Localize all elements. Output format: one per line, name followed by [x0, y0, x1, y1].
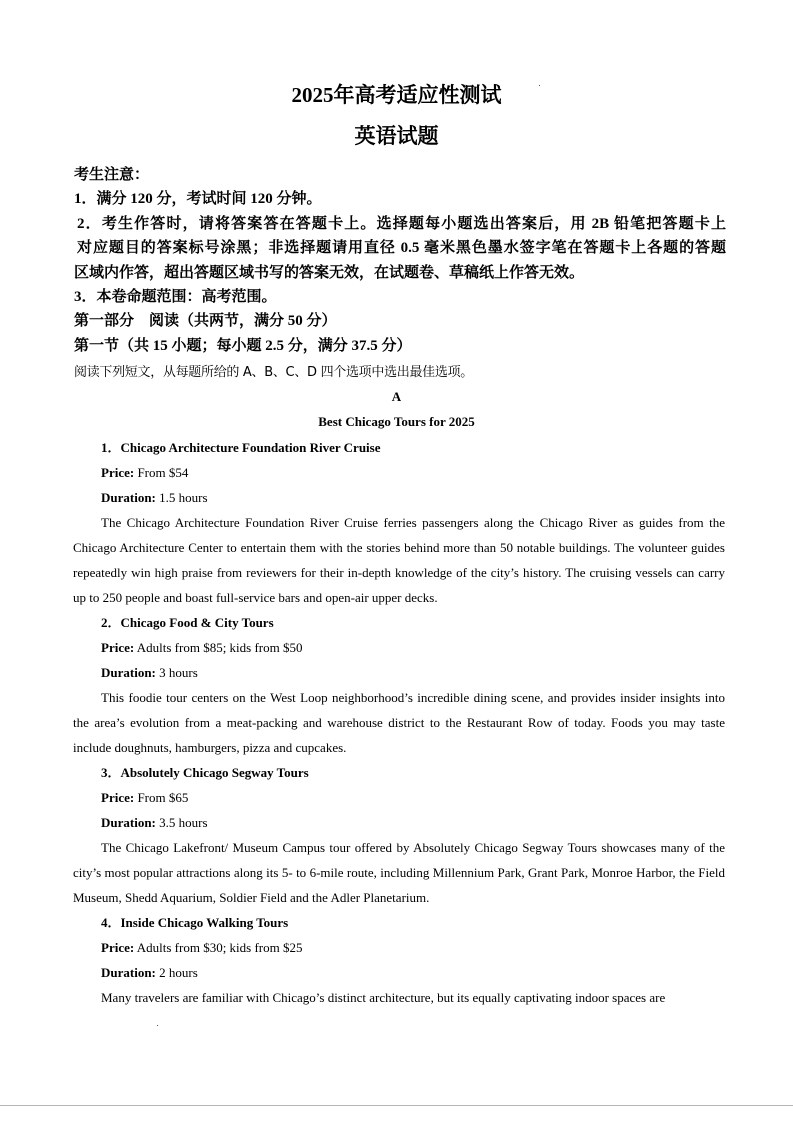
duration-label: Duration: [101, 815, 156, 830]
tour-description: The Chicago Architecture Foundation River Cruise ferries passengers along the Chicago River as guides from the Chicago Architecture Center to entertain them with the stories behind more than 50 notable buildings. The volunteer guides repeatedly win high praise from reviewers for their in-depth knowledge of the city’s history. The cruising vessels can carry up to 250 people and boast full-service bars and open-air upper decks. [73, 515, 725, 605]
tour-duration [73, 810, 725, 835]
price-label: Price: [101, 640, 135, 655]
duration-value: 3.5 hours [159, 815, 208, 830]
tour-price [73, 635, 725, 660]
passage-body [73, 435, 725, 1010]
tour-heading: 1．Chicago Architecture Foundation River Cruise [101, 440, 381, 455]
note-item-1: 1．满分 120 分，考试时间 120 分钟。 [74, 191, 322, 208]
price-value: Adults from $30; kids from $25 [136, 940, 303, 955]
duration-label: Duration: [101, 965, 156, 980]
passage-letter: A [391, 389, 402, 404]
stray-mark [157, 1025, 158, 1026]
tour-price [73, 785, 725, 810]
passage-title: Best Chicago Tours for 2025 [318, 414, 475, 429]
tour-heading: 3．Absolutely Chicago Segway Tours [101, 765, 309, 780]
tour-duration [73, 485, 725, 510]
page-bottom-rule [0, 1105, 793, 1106]
price-label: Price: [101, 940, 135, 955]
tour-description: Many travelers are familiar with Chicago’s distinct architecture, but its equally captivating indoor spaces are [101, 990, 666, 1005]
section-instruction: 阅读下列短文，从每题所给的 A、B、C、D 四个选项中选出最佳选项。 [74, 365, 473, 380]
tour-duration [73, 660, 725, 685]
part-label: 第一部分 阅读（共两节，满分 50 分） [74, 313, 337, 330]
tour-description: The Chicago Lakefront/ Museum Campus tour offered by Absolutely Chicago Segway Tours showcases many of the city’s most popular attractions along its 5- to 6-mile route, including Millennium Park, Grant Park, Monroe Harbor, the Field Museum, Shedd Aquarium, Soldier Field and the Adler Planetarium. [73, 840, 725, 905]
note-item-2-line-1: 2．考生作答时，请将答案答在答题卡上。选择题每小题选出答案后，用 2B 铅笔把答题卡上 [77, 215, 726, 232]
candidate-notes [74, 163, 726, 358]
duration-value: 3 hours [159, 665, 198, 680]
tour-heading: 4．Inside Chicago Walking Tours [101, 915, 289, 930]
notes-heading: 考生注意： [74, 167, 150, 183]
tour-price [73, 935, 725, 960]
note-item-2-line-2: 对应题目的答案标号涂黑；非选择题请用直径 0.5 毫米黑色墨水签字笔在答题卡上各题的答题 [77, 240, 726, 257]
exam-subtitle: 英语试题 [354, 124, 439, 148]
tour-duration [73, 960, 725, 985]
duration-label: Duration: [101, 490, 156, 505]
duration-label: Duration: [101, 665, 156, 680]
note-item-3: 3．本卷命题范围：高考范围。 [74, 289, 277, 306]
price-value: From $54 [137, 465, 189, 480]
price-label: Price: [101, 790, 135, 805]
duration-value: 1.5 hours [159, 490, 208, 505]
tour-description: This foodie tour centers on the West Loop neighborhood’s incredible dining scene, and provides insider insights into the area’s evolution from a meat-packing and warehouse district to the Restaurant Row of today. Foods you may taste include doughnuts, hamburgers, pizza and cupcakes. [73, 690, 725, 755]
price-value: From $65 [137, 790, 189, 805]
price-label: Price: [101, 465, 135, 480]
exam-title: 2025年高考适应性测试 [291, 83, 502, 107]
duration-value: 2 hours [159, 965, 198, 980]
section-label: 第一节（共 15 小题；每小题 2.5 分，满分 37.5 分） [74, 337, 412, 354]
tour-price [73, 460, 725, 485]
tour-heading: 2．Chicago Food & City Tours [101, 615, 274, 630]
price-value: Adults from $85; kids from $50 [136, 640, 303, 655]
note-item-2-line-3: 区域内作答，超出答题区域书写的答案无效，在试题卷、草稿纸上作答无效。 [74, 264, 585, 281]
